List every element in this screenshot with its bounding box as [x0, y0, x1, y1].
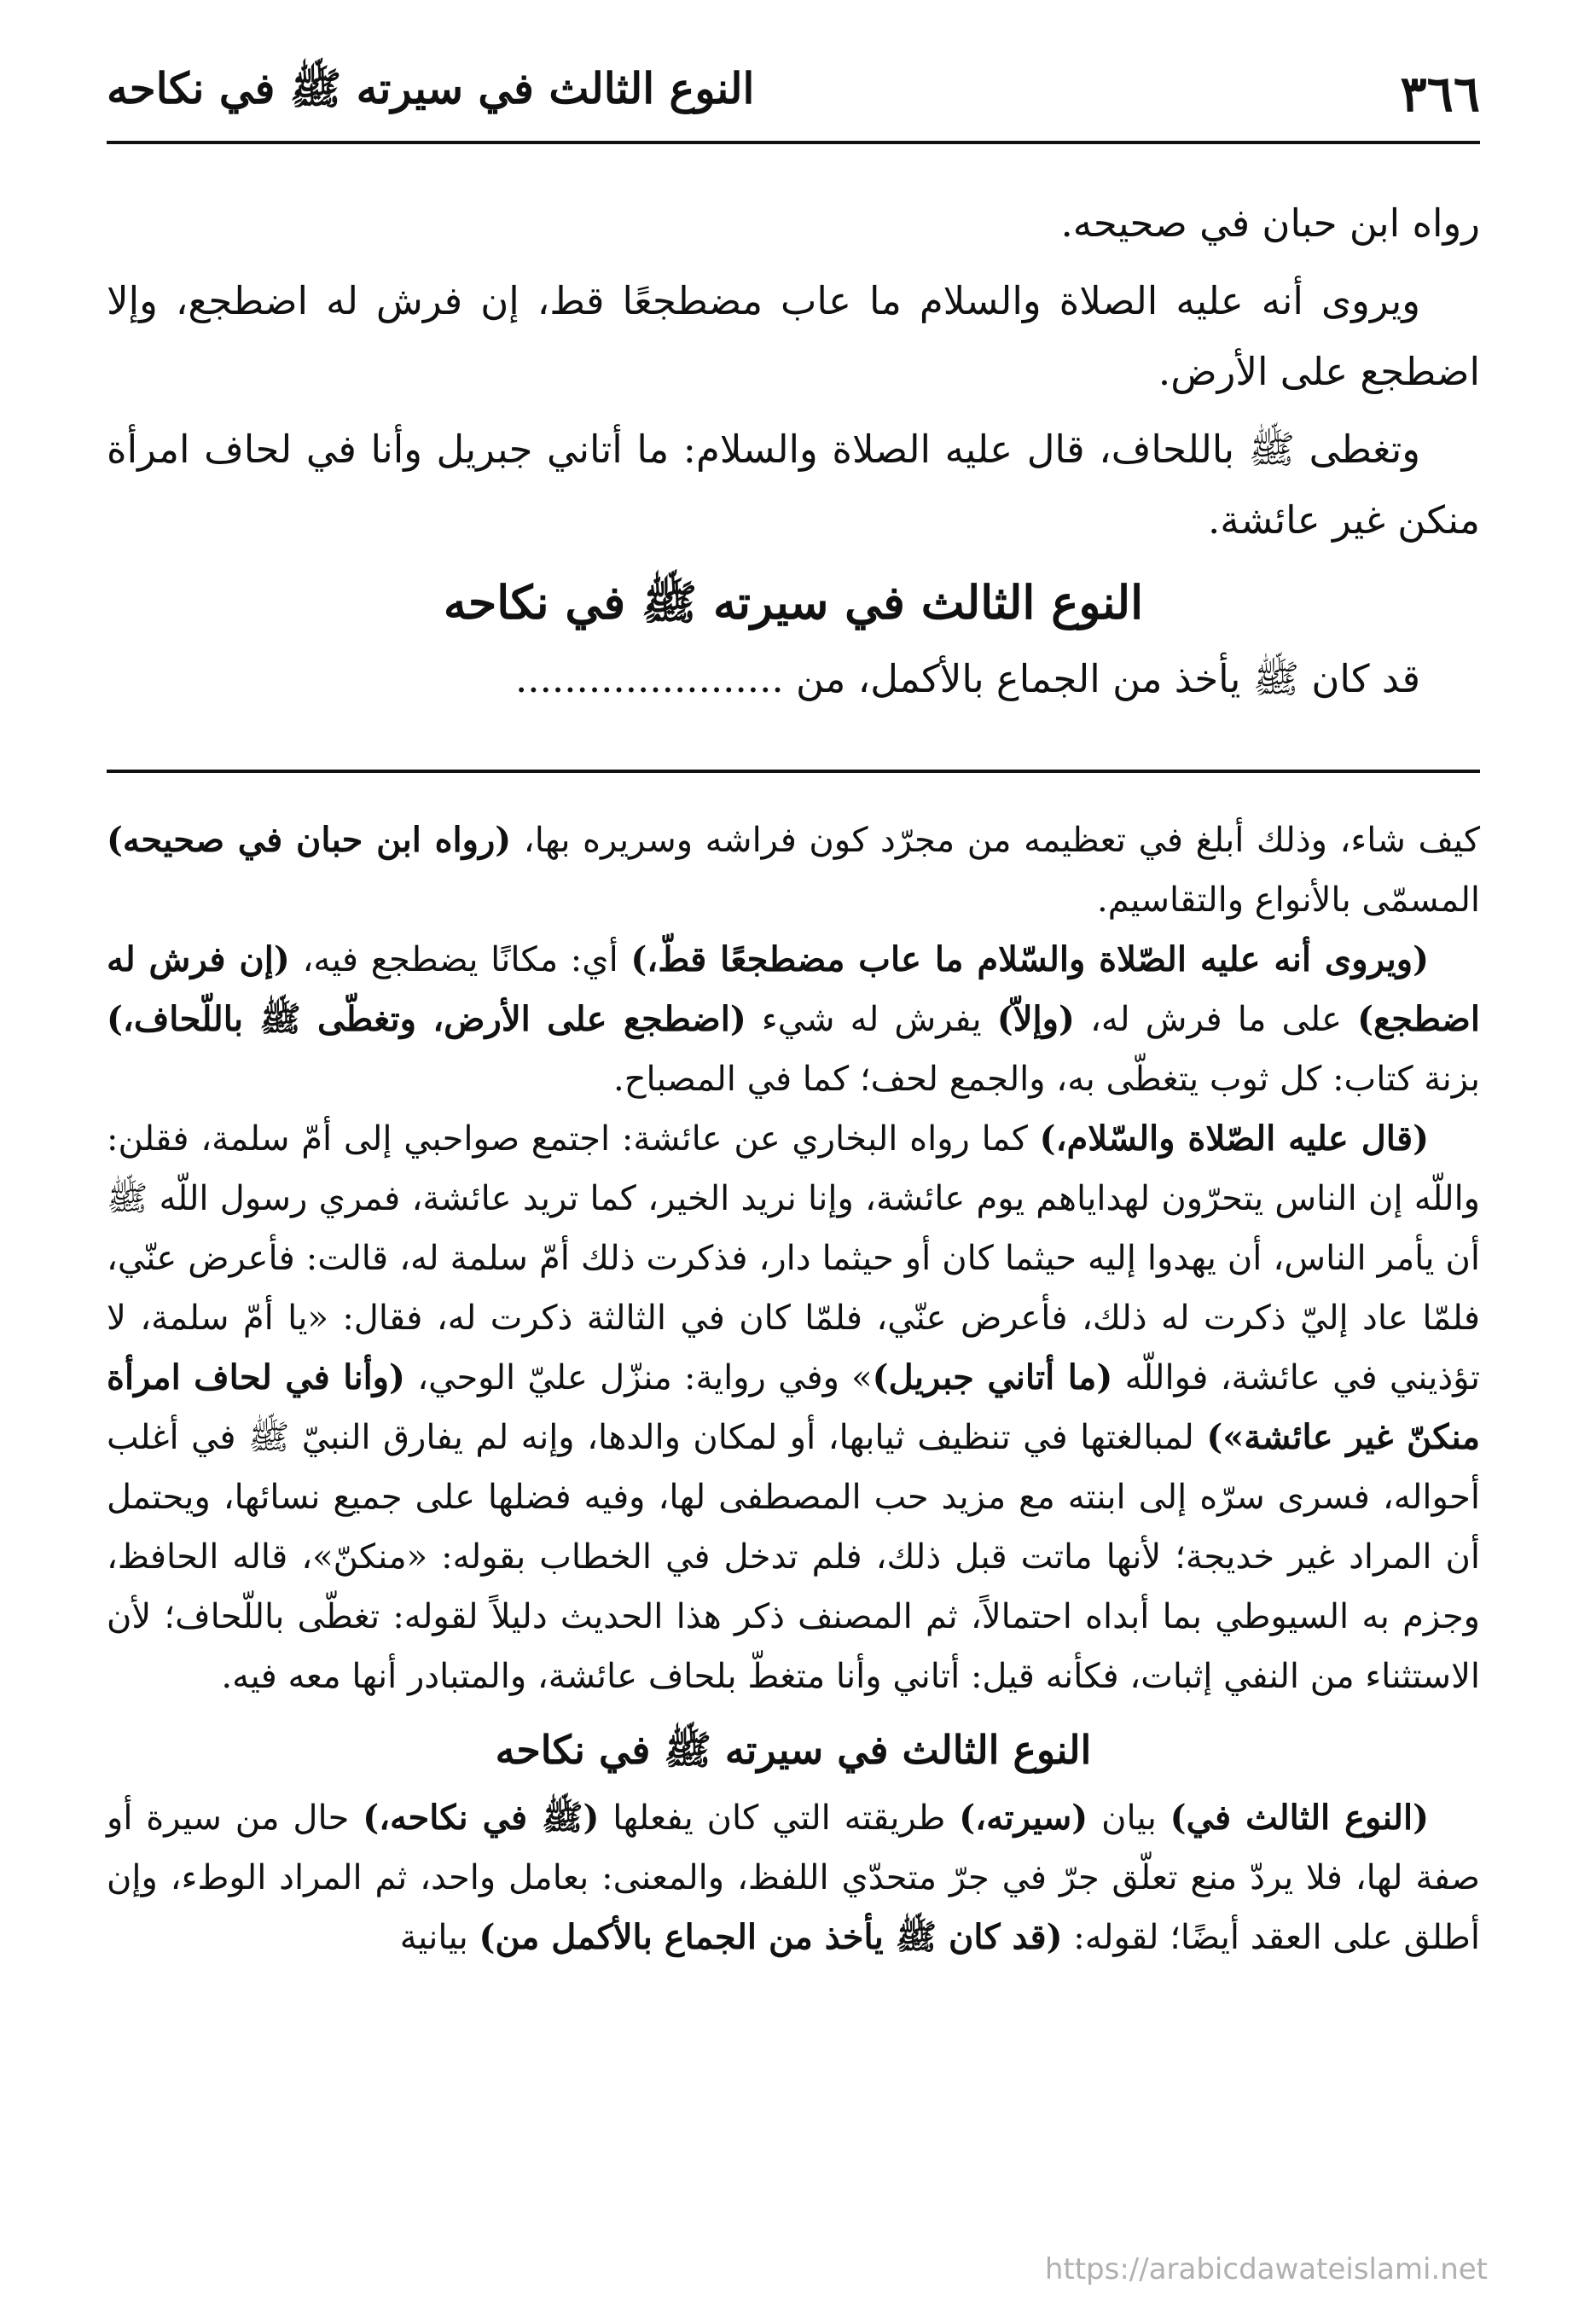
source-watermark: https://arabicdawateislami.net: [1044, 2252, 1488, 2286]
commentary-text: [107, 810, 1480, 1967]
section-heading: النوع الثالث في سيرته ﷺ في نكاحه: [495, 1727, 1092, 1773]
page-number: ٣٦٦: [1400, 65, 1480, 123]
main-text: [107, 188, 1480, 721]
matn-paragraph: [107, 643, 1480, 714]
quoted-matn: (رواه ابن حبان في صحيحه): [107, 820, 512, 860]
section-divider: [107, 770, 1480, 773]
commentary-paragraph: [107, 1788, 1480, 1967]
commentary-paragraph: [107, 810, 1480, 930]
text-run: كيف شاء، وذلك أبلغ في تعظيمه من مجرّد كون فراشه وسريره بها،: [511, 821, 1480, 860]
matn-paragraph: رواه ابن حبان في صحيحه.: [1060, 200, 1480, 246]
running-title: النوع الثالث في سيرته ﷺ في نكاحه: [107, 63, 755, 113]
text-run: طريقته التي كان يفعلها: [599, 1798, 960, 1838]
text-run: يفرش له شيء: [746, 1000, 997, 1039]
section-heading: النوع الثالث في سيرته ﷺ في نكاحه: [443, 575, 1144, 630]
quoted-matn: (قال عليه الصّلاة والسّلام،): [1039, 1118, 1429, 1159]
text-run: لمبالغتها في تنظيف ثيابها، أو لمكان والدها، وإنه لم يفارق النبيّ ﷺ في أغلب أحواله، فسرى سرّه إلى ابنته مع مزيد حب المصطفى لها، وفيه فضلها على جميع نسائها، ويحتمل أن المراد غير خديجة؛ لأنها ماتت قبل ذلك، فلم تدخل في الخطاب بقوله: «منكنّ»، قاله الحافظ، وجزم به السيوطي بما أبداه احتمالاً، ثم المصنف ذكر هذا الحديث دليلاً لقوله: تغطّى باللّحاف؛ لأن الاستثناء من النفي إثبات، فكأنه قيل: أتاني وأنا متغطّ بلحاف عائشة، والمتبادر أنها معه فيه.: [107, 1418, 1480, 1696]
text-run: على ما فرش له،: [1074, 1000, 1358, 1039]
text-run: بيانية: [399, 1918, 479, 1957]
quoted-matn: (وأنا في لحاف امرأة منكنّ غير عائشة»): [107, 1357, 1480, 1457]
quoted-matn: (اضطجع على الأرض، وتغطّى ﷺ باللّحاف،): [107, 999, 746, 1039]
quoted-matn: (النوع الثالث في): [1170, 1798, 1429, 1838]
quoted-matn: (سيرته،): [959, 1798, 1088, 1838]
ellipsis-dots: ......................: [515, 656, 784, 701]
text-run: بيان: [1088, 1798, 1170, 1838]
quoted-matn: (ويروى أنه عليه الصّلاة والسّلام ما عاب مضطجعًا قطّ،): [630, 939, 1429, 979]
quoted-matn: (إن فرش له اضطجع): [107, 939, 1481, 1039]
quoted-matn: (ما أتاني جبريل): [872, 1357, 1113, 1397]
quoted-matn: (ﷺ في نكاحه،): [363, 1798, 600, 1838]
matn-paragraph: وتغطى ﷺ باللحاف، قال عليه الصلاة والسلام: ما أتاني جبريل وأنا في لحاف امرأة منكن غير عائشة.: [107, 427, 1480, 543]
text-run: أي: مكانًا يضطجع فيه،: [289, 940, 631, 979]
commentary-paragraph: [107, 1109, 1480, 1706]
text-run: المسمّى بالأنواع والتقاسيم.: [1097, 880, 1480, 920]
text-run: بزنة كتاب: كل ثوب يتغطّى به، والجمع لحف؛ كما في المصباح.: [613, 1060, 1480, 1099]
text-run: كما رواه البخاري عن عائشة: اجتمع صواحبي إلى أمّ سلمة، فقلن: واللّه إن الناس يتحرّون لهداياهم يوم عائشة، وإنا نريد الخير، كما تريد عائشة، فمري رسول اللّه ﷺ أن يأمر الناس، أن يهدوا إليه حيثما كان أو حيثما دار، فذكرت ذلك أمّ سلمة له، قالت: فأعرض عنّي، فلمّا عاد إليّ ذكرت له ذلك، فأعرض عنّي، فلمّا كان في الثالثة ذكرت له، فقال: «يا أمّ سلمة، لا تؤذيني في عائشة، فواللّه: [107, 1119, 1481, 1397]
matn-paragraph: ويروى أنه عليه الصلاة والسلام ما عاب مضطجعًا قط، إن فرش له اضطجع، وإلا اضطجع على الأرض.: [107, 278, 1480, 394]
header-rule: [107, 141, 1480, 144]
page-header: [107, 51, 1480, 137]
text-run: » وفي رواية: منزّل عليّ الوحي،: [404, 1358, 873, 1397]
quoted-matn: (وإلاّ): [996, 999, 1075, 1039]
matn-text: قد كان ﷺ يأخذ من الجماع بالأكمل، من: [796, 656, 1420, 701]
commentary-paragraph: [107, 930, 1480, 1109]
quoted-matn: (قد كان ﷺ يأخذ من الجماع بالأكمل من): [479, 1917, 1063, 1957]
text-run: حال من سيرة أو صفة لها، فلا يردّ منع تعلّق جرّ في جرّ متحدّي اللفظ، والمعنى: بعامل واحد، ثم المراد الوطء، وإن أطلق على العقد أيضًا؛ لقوله:: [107, 1798, 1480, 1957]
